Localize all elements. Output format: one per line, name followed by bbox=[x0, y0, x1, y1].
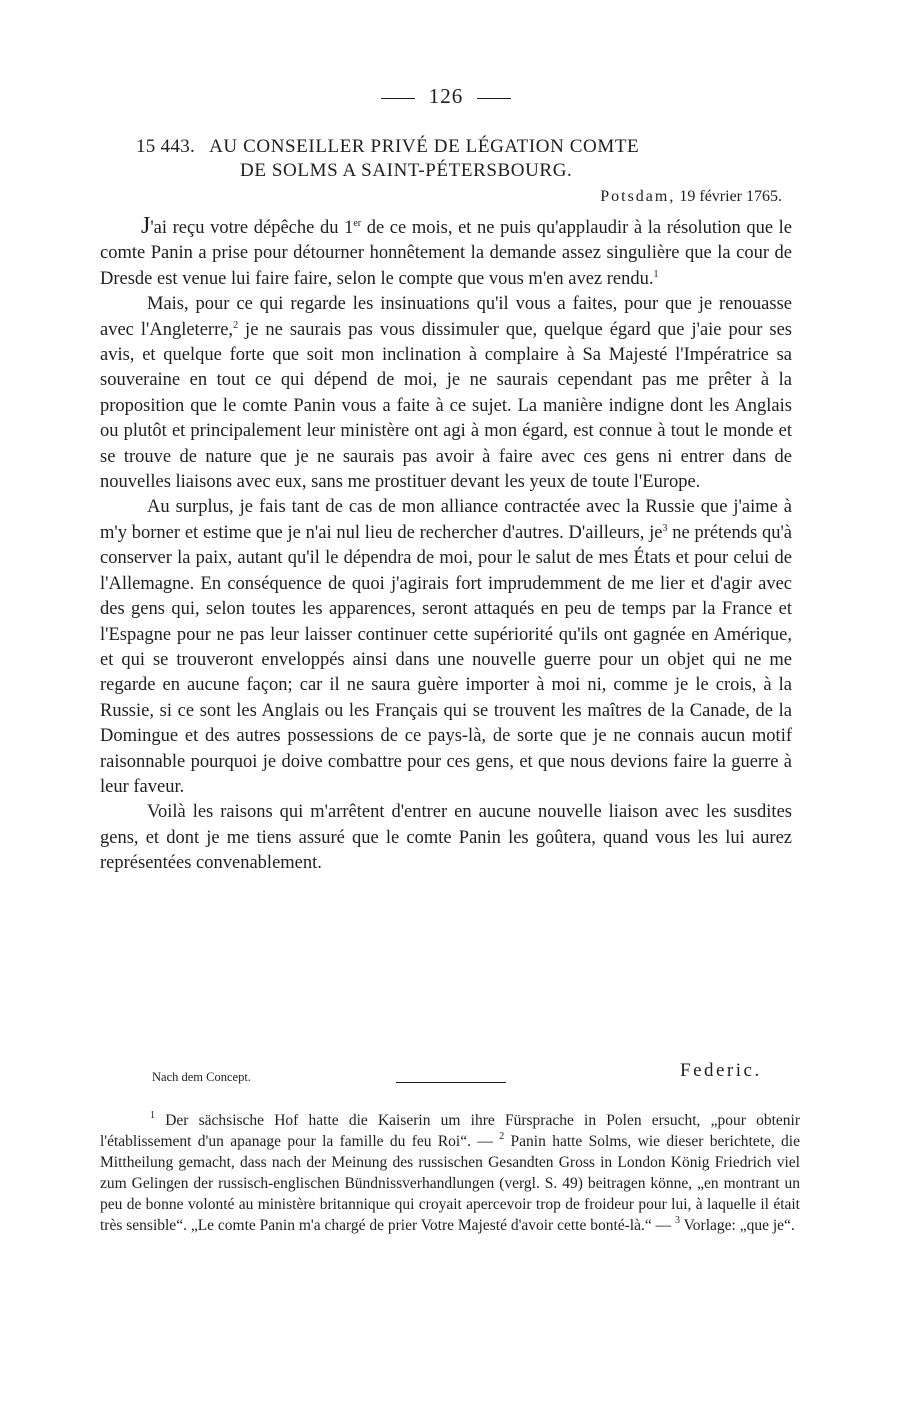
footnote-block bbox=[100, 1110, 800, 1236]
page-number-left-rule bbox=[381, 98, 415, 99]
page-number-text: 126 bbox=[428, 84, 464, 108]
signoff bbox=[100, 1060, 792, 1090]
paragraph-initial: J bbox=[141, 213, 151, 239]
paragraph-2-text-b: je ne saurais pas vous dissimuler que, quelque égard que j'aie pour ses avis, et quelque forte que soit mon inclination à complaire à Sa Majesté l'Impératrice sa souveraine en tout ce qui dépend de moi, je ne saurais cependant pas me prêter à la proposition que le comte Panin vous a faite à ce sujet. La manière indigne dont les Anglais ou plutôt et principalement leur ministère ont agi à mon égard, est connue à tout le monde et se trouve de nature que je ne saurais pas avoir à faire avec ces gens ni entrer dans de nouvelles liaisons avec eux, sans me prostituer devant les yeux de toute l'Europe. bbox=[100, 319, 792, 493]
footnote-1-text: Der sächsische Hof hatte die Kaiserin um ihre Fürsprache in Polen ersucht, „pour obtenir l'établissement d'un apanage pour la famille du feu Roi“. — bbox=[100, 1112, 800, 1150]
letter-title-line2: DE SOLMS A SAINT-PÉTERSBOURG. bbox=[240, 160, 573, 181]
paragraph-2-text-a: Mais, pour ce qui regarde les insinuations qu'il vous a faites, pour que je renouasse avec l'Angleterre, bbox=[100, 294, 792, 340]
ordinal-suffix: er bbox=[353, 218, 362, 229]
footnote-mark-3: 3 bbox=[675, 1215, 680, 1226]
letter-heading bbox=[136, 135, 792, 183]
footnote-ref-1[interactable]: 1 bbox=[653, 268, 659, 280]
letter-number: 15 443. bbox=[136, 136, 196, 157]
dateline bbox=[600, 188, 782, 206]
paragraph-2 bbox=[100, 292, 792, 495]
signature: Federic. bbox=[680, 1060, 762, 1081]
footnote-ref-2[interactable]: 2 bbox=[233, 319, 239, 331]
letter-body bbox=[100, 214, 792, 877]
paragraph-3 bbox=[100, 495, 792, 800]
dateline-date: 19 février 1765. bbox=[679, 188, 782, 205]
source-note: Nach dem Concept. bbox=[152, 1070, 251, 1084]
paragraph-3-text-b: ne prétends qu'à conserver la paix, autant qu'il le dépendra de moi, pour le salut de mes États et pour celui de l'Allemagne. En conséquence de quoi j'agirais fort imprudemment de me lier et d'agir avec des gens qui, selon toutes les apparences, seront attaqués en peu de temps par la France et l'Espagne pour ne pas leur laisser continuer cette supériorité qu'ils ont gagnée en Amérique, et qui se trouveront enveloppés ainsi dans une nouvelle guerre pour un objet qui ne me regarde en aucune façon; car il ne saura guère importer à moi ni, comme je le crois, à la Russie, si ce sont les Anglais ou les Français qui se trouvent les maîtres de la Canade, de la Domingue et des autres possessions de ce pays-là, de sorte que je ne connais aucun motif raisonnable pourquoi je doive combattre pour ces gens, et que nous devions faire la guerre à leur faveur. bbox=[100, 522, 792, 797]
paragraph-1-text-a: 'ai reçu votre dépêche du 1 bbox=[150, 218, 354, 238]
letter-title-line1: AU CONSEILLER PRIVÉ DE LÉGATION COMTE bbox=[209, 136, 640, 157]
footnote-mark-1: 1 bbox=[150, 1110, 155, 1121]
paragraph-1 bbox=[100, 214, 792, 292]
footnote-3-text: Vorlage: „que je“. bbox=[680, 1217, 795, 1234]
separator-rule bbox=[396, 1082, 506, 1083]
footnote-ref-3[interactable]: 3 bbox=[662, 522, 668, 534]
page-number bbox=[100, 84, 792, 109]
paragraph-1-text-b: de ce mois, et ne puis qu'applaudir à la résolution que le comte Panin a prise pour détourner honnêtement la demande assez singulière que la cour de Dresde est venue lui faire faire, selon le compte que vous m'en avez rendu. bbox=[100, 218, 793, 289]
page-number-right-rule bbox=[477, 98, 511, 99]
footnote-2-text: Panin hatte Solms, wie dieser berichtete, die Mittheilung gemacht, dass nach der Meinung des russischen Gesandten Gross in London König Friedrich viel zum Gelingen der russisch-englischen Bündnissverhandlungen (vergl. S. 49) beitragen könne, „en montrant un peu de bonne volonté au ministère britannique qui croyait apercevoir trop de froideur pour lui, à laquelle il était très sensible“. „Le comte Panin m'a chargé de prier Votre Majesté d'avoir cette bonté-là.“ — bbox=[100, 1133, 800, 1234]
paragraph-3-text-a: Au surplus, je fais tant de cas de mon alliance contractée avec la Russie que j'aime à m'y borner et estime que je n'ai nul lieu de rechercher d'autres. D'ailleurs, je bbox=[100, 497, 792, 543]
footnote-mark-2: 2 bbox=[499, 1131, 505, 1142]
dateline-place: Potsdam, bbox=[600, 188, 676, 205]
paragraph-4: Voilà les raisons qui m'arrêtent d'entrer en aucune nouvelle liaison avec les susdites gens, et dont je me tiens assuré que le comte Panin les goûtera, quand vous les lui aurez représentées convenablement. bbox=[100, 802, 792, 874]
footnotes bbox=[100, 1110, 800, 1236]
